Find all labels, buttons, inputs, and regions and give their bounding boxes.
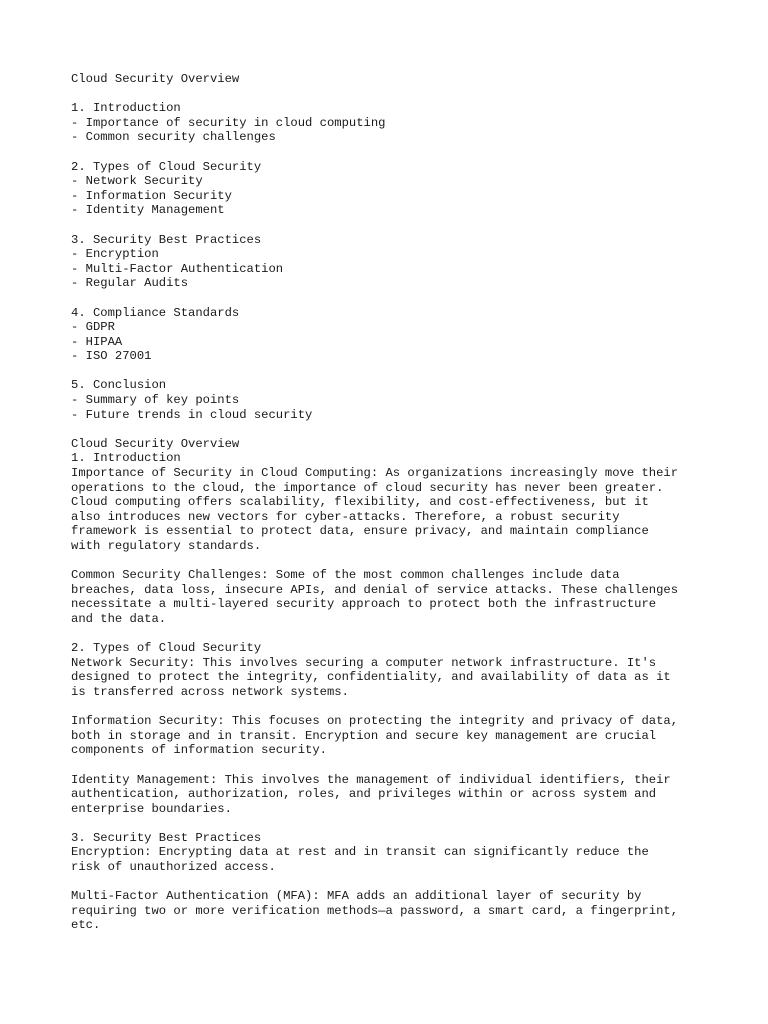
- outline-item: - GDPR: [71, 320, 115, 335]
- paragraph: Information Security: This focuses on protecting the integrity and privacy of data, both in storage and in transit. Encryption and secure key management are crucial components of information security.: [71, 714, 679, 758]
- outline-item: - Identity Management: [71, 203, 225, 218]
- outline-item: - Multi-Factor Authentication: [71, 261, 284, 276]
- paragraph: Importance of Security in Cloud Computing: As organizations increasingly move their operations to the cloud, the importance of cloud security has never been greater. Cloud computing offers scalability, flexibility, and cost-effectiveness, but it also introduces new vectors for cyber-attacks. Therefore, a robust security framework is essential to protect data, ensure privacy, and maintain compliance with regulatory standards.: [71, 466, 679, 553]
- outline-item: - Importance of security in cloud computing: [71, 115, 386, 130]
- outline-item: - Encryption: [71, 247, 159, 262]
- outline-title: Cloud Security Overview: [71, 72, 240, 86]
- outline-item: - Network Security: [71, 174, 203, 189]
- section-heading: 1. Introduction: [71, 451, 181, 466]
- outline-section-heading: 4. Compliance Standards: [71, 305, 240, 320]
- outline-item: - Regular Audits: [71, 276, 189, 291]
- section-heading: 2. Types of Cloud Security: [71, 641, 262, 656]
- body-title: Cloud Security Overview: [71, 436, 240, 451]
- outline-item: - ISO 27001: [71, 349, 152, 364]
- outline-item: - Summary of key points: [71, 393, 240, 408]
- section-heading: 3. Security Best Practices: [71, 830, 262, 845]
- outline-section-heading: 3. Security Best Practices: [71, 232, 262, 247]
- paragraph: Network Security: This involves securing a computer network infrastructure. It's designed to protect the integrity, confidentiality, and availability of data as it is transferred across network systems.: [71, 655, 671, 699]
- document-page: [71, 72, 731, 933]
- outline-section-heading: 5. Conclusion: [71, 378, 167, 393]
- paragraph: Multi-Factor Authentication (MFA): MFA adds an additional layer of security by requiring two or more verification methods—a password, a smart card, a fingerprint, etc.: [71, 889, 679, 933]
- outline-item: - HIPAA: [71, 334, 123, 349]
- outline-section-heading: 1. Introduction: [71, 101, 181, 116]
- paragraph: Encryption: Encrypting data at rest and in transit can significantly reduce the risk of unauthorized access.: [71, 845, 649, 875]
- outline-item: - Information Security: [71, 188, 232, 203]
- outline-item: - Future trends in cloud security: [71, 407, 313, 422]
- paragraph: Identity Management: This involves the management of individual identifiers, their authentication, authorization, roles, and privileges within or across system and enterprise boundaries.: [71, 772, 671, 816]
- outline-section-heading: 2. Types of Cloud Security: [71, 159, 262, 174]
- outline-item: - Common security challenges: [71, 130, 276, 145]
- paragraph: Common Security Challenges: Some of the most common challenges include data breaches, data loss, insecure APIs, and denial of service attacks. These challenges necessitate a multi-layered security approach to protect both the infrastructure and the data.: [71, 568, 679, 626]
